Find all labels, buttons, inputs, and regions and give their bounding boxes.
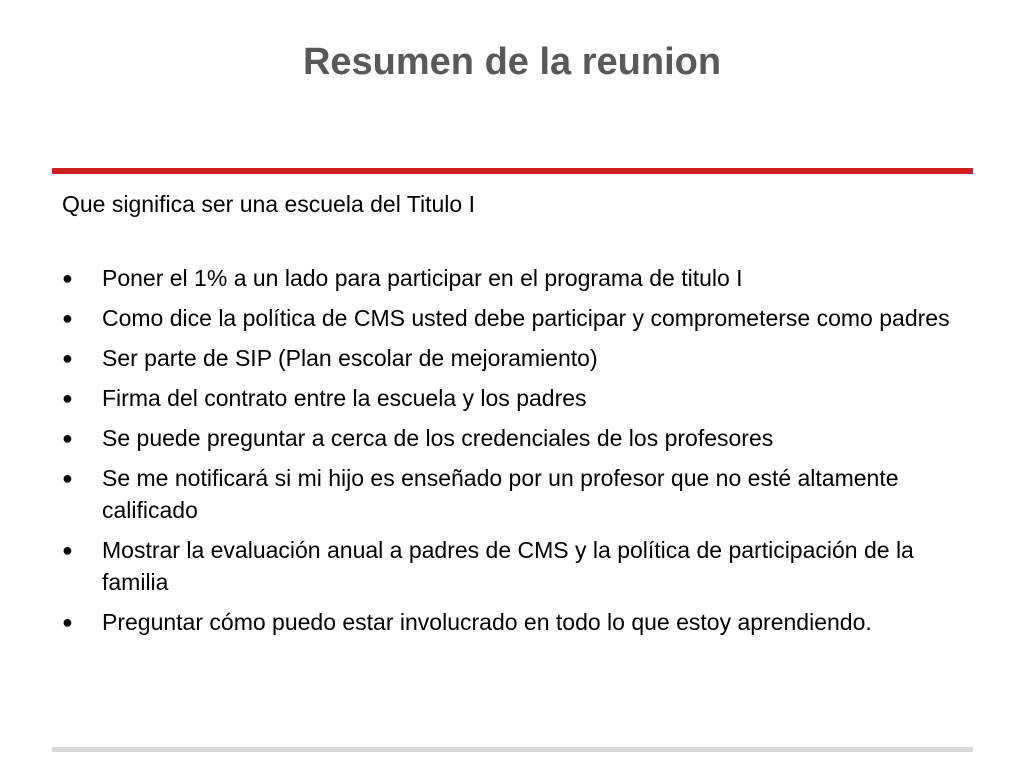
list-item-text: Preguntar cómo puedo estar involucrado en todo lo que estoy aprendiendo. (102, 609, 872, 635)
bottom-divider (52, 747, 973, 752)
list-item (62, 534, 962, 598)
list-item-text: Se puede preguntar a cerca de los credenciales de los profesores (102, 425, 774, 451)
bullet-icon: ● (62, 428, 73, 448)
list-item (62, 302, 962, 334)
list-item (62, 422, 962, 454)
list-item-text: Se me notificará si mi hijo es enseñado por un profesor que no esté altamente calificado (102, 465, 899, 523)
list-item (62, 262, 962, 294)
slide-title: Resumen de la reunion (302, 41, 722, 83)
bullet-list (62, 262, 962, 646)
bullet-icon: ● (62, 348, 73, 368)
list-item (62, 342, 962, 374)
bullet-icon: ● (62, 540, 73, 560)
bullet-icon: ● (62, 268, 73, 288)
bullet-icon: ● (62, 468, 73, 488)
bullet-icon: ● (62, 308, 73, 328)
list-item (62, 382, 962, 414)
list-item-text: Poner el 1% a un lado para participar en el programa de titulo I (102, 265, 743, 291)
bullet-icon: ● (62, 612, 73, 632)
slide-subtitle: Que significa ser una escuela del Titulo I (62, 191, 475, 217)
list-item-text: Mostrar la evaluación anual a padres de CMS y la política de participación de la familia (102, 537, 914, 595)
accent-divider (52, 168, 973, 174)
list-item (62, 606, 962, 638)
bullet-icon: ● (62, 388, 73, 408)
list-item-text: Ser parte de SIP (Plan escolar de mejoramiento) (102, 345, 598, 371)
list-item-text: Firma del contrato entre la escuela y los padres (102, 385, 587, 411)
list-item (62, 462, 962, 526)
list-item-text: Como dice la política de CMS usted debe participar y comprometerse como padres (102, 305, 950, 331)
